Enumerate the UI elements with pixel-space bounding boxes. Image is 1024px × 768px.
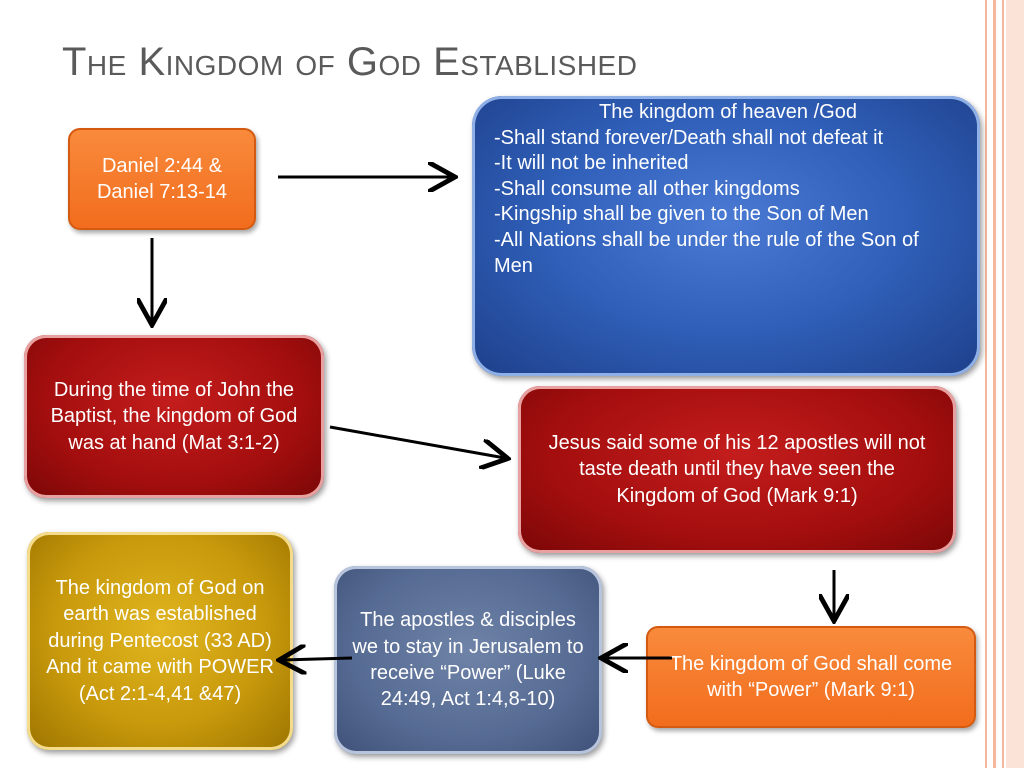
with-power-text: The kingdom of God shall come with “Power” (Mark 9:1): [669, 652, 953, 701]
slide-title: The Kingdom of God Established: [62, 40, 638, 84]
apostles-stay-text: The apostles & disciples we to stay in Jerusalem to receive “Power” (Luke 24:49, Act 1:4,8-10): [352, 609, 584, 711]
arrow-apostles-to-pentecost: [282, 658, 352, 660]
john-baptist-text: During the time of John the Baptist, the kingdom of God was at hand (Mat 3:1-2): [50, 378, 298, 454]
kingdom-heaven-line: -Shall stand forever/Death shall not defeat it: [494, 126, 884, 149]
kingdom-heaven-heading: The kingdom of heaven /God: [599, 101, 857, 123]
kingdom-heaven-line: -It will not be inherited: [494, 152, 689, 175]
kingdom-heaven-line: -Kingship shall be given to the Son of Men: [494, 203, 869, 226]
jesus-said-text: Jesus said some of his 12 apostles will not taste death until they have seen the Kingdom of God (Mark 9:1): [548, 431, 926, 507]
arrow-john-to-jesus: [330, 427, 505, 458]
pentecost-text: The kingdom of God on earth was established during Pentecost (33 AD) And it came with POWER (Act 2:1-4,41 &47): [46, 577, 274, 705]
kingdom-heaven-line: -All Nations shall be under the rule of the Son of Men: [494, 228, 919, 277]
kingdom-heaven-line: -Shall consume all other kingdoms: [494, 177, 800, 200]
daniel-text: Daniel 2:44 & Daniel 7:13-14: [96, 154, 228, 203]
